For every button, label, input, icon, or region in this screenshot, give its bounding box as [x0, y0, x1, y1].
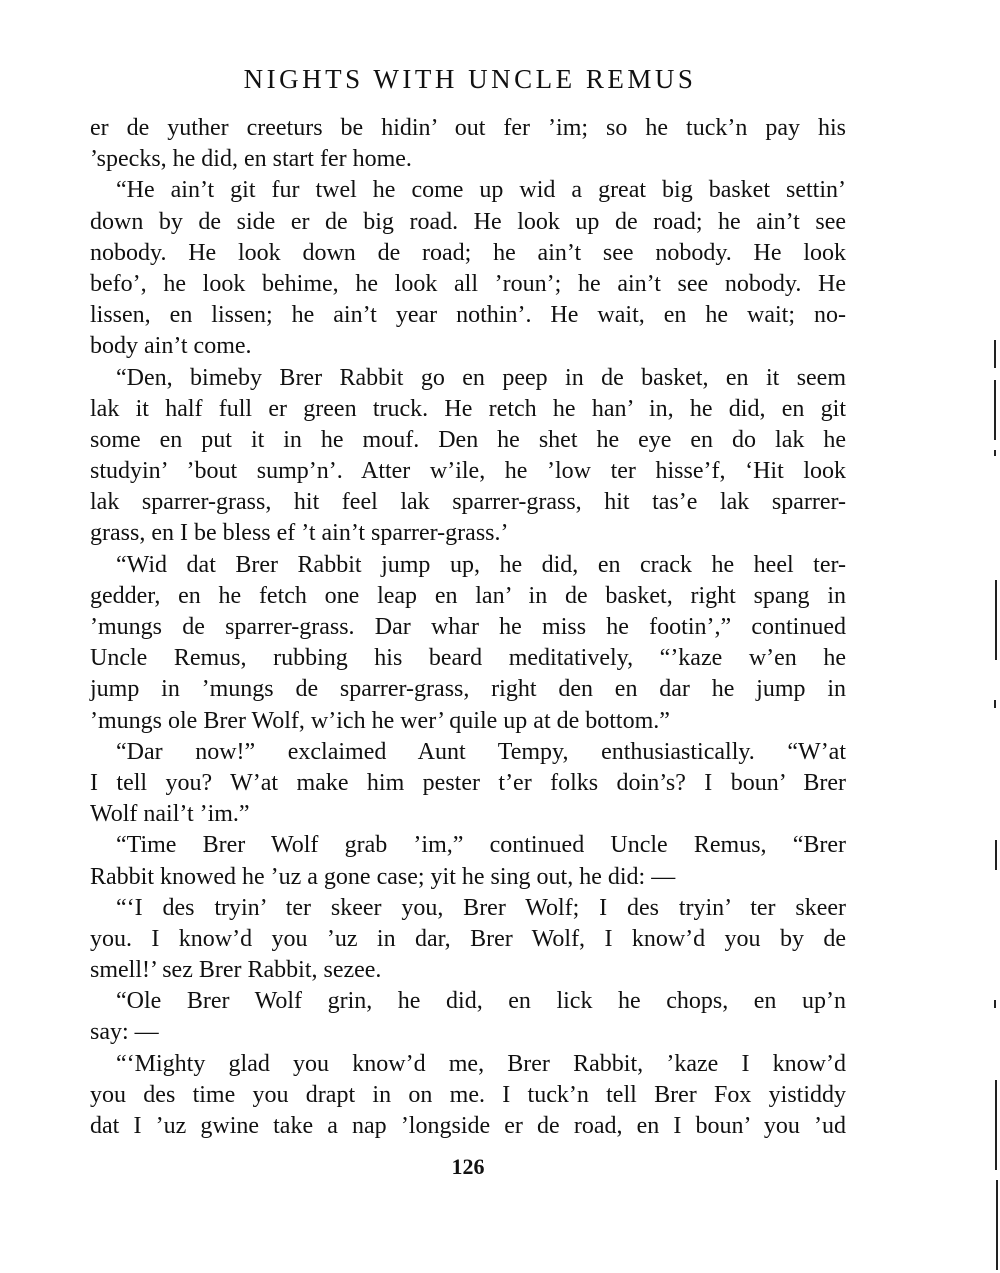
text-line: Uncle Remus, rubbing his beard meditatively, “’kaze w’en he — [90, 645, 846, 672]
text-line: you. I know’d you ’uz in dar, Brer Wolf, I know’d you by de — [90, 925, 846, 952]
text-line: ’specks, he did, en start fer home. — [90, 146, 412, 173]
text-line: ’mungs ole Brer Wolf, w’ich he wer’ quile up at de bottom.” — [90, 707, 670, 734]
text-line: jump in ’mungs de sparrer-grass, right den en dar he jump in — [90, 676, 846, 703]
text-line: you des time you drapt in on me. I tuck’n tell Brer Fox yistiddy — [90, 1081, 846, 1108]
scan-edge-marks — [990, 280, 1000, 1270]
page-number: 126 — [451, 1154, 485, 1179]
text-line: “Wid dat Brer Rabbit jump up, he did, en crack he heel ter- — [116, 551, 846, 578]
text-line: I tell you? W’at make him pester t’er folks doin’s? I boun’ Brer — [90, 769, 846, 796]
text-line: Rabbit knowed he ’uz a gone case; yit he sing out, he did: — — [90, 863, 676, 890]
text-line: lak sparrer-grass, hit feel lak sparrer-grass, hit tas’e lak sparrer- — [90, 489, 846, 516]
text-line: nobody. He look down de road; he ain’t see nobody. He look — [90, 239, 846, 266]
text-line: body ain’t come. — [90, 333, 252, 360]
text-line: ’mungs de sparrer-grass. Dar whar he miss he footin’,” continued — [90, 614, 846, 640]
text-line: dat I ’uz gwine take a nap ’longside er de road, en I boun’ you ’ud — [90, 1113, 846, 1139]
text-line: “Time Brer Wolf grab ’im,” continued Uncle Remus, “Brer — [116, 832, 846, 859]
text-line: er de yuther creeturs be hidin’ out fer ’im; so he tuck’n pay his — [90, 115, 846, 141]
text-line: Wolf nail’t ’im.” — [90, 801, 250, 828]
text-line: “Dar now!” exclaimed Aunt Tempy, enthusiastically. “W’at — [116, 738, 846, 765]
text-line: befo’, he look behime, he look all ’roun’; he ain’t see nobody. He — [90, 270, 846, 297]
text-line: “‘Mighty glad you know’d me, Brer Rabbit, ’kaze I know’d — [116, 1050, 846, 1077]
running-head: NIGHTS WITH UNCLE REMUS — [243, 64, 697, 94]
text-line: “Den, bimeby Brer Rabbit go en peep in de basket, en it seem — [116, 364, 846, 391]
text-line: say: — — [90, 1019, 159, 1046]
text-line: “Ole Brer Wolf grin, he did, en lick he chops, en up’n — [116, 988, 846, 1015]
text-line: “‘I des tryin’ ter skeer you, Brer Wolf; I des tryin’ ter skeer — [116, 894, 846, 921]
text-line: lissen, en lissen; he ain’t year nothin’. He wait, en he wait; no- — [90, 302, 846, 329]
text-line: lak it half full er green truck. He retch he han’ in, he did, en git — [90, 395, 846, 422]
text-line: grass, en I be bless ef ’t ain’t sparrer-grass.’ — [90, 520, 509, 547]
text-line: down by de side er de big road. He look up de road; he ain’t see — [90, 208, 846, 235]
text-line: gedder, en he fetch one leap en lan’ in de basket, right spang in — [90, 582, 846, 609]
text-line: smell!’ sez Brer Rabbit, sezee. — [90, 957, 382, 984]
text-line: studyin’ ’bout sump’n’. Atter w’ile, he ’low ter hisse’f, ‘Hit look — [90, 458, 846, 485]
text-line: “He ain’t git fur twel he come up wid a great big basket settin’ — [116, 177, 846, 204]
text-line: some en put it in he mouf. Den he shet he eye en do lak he — [90, 426, 846, 453]
body-text — [90, 113, 846, 1142]
